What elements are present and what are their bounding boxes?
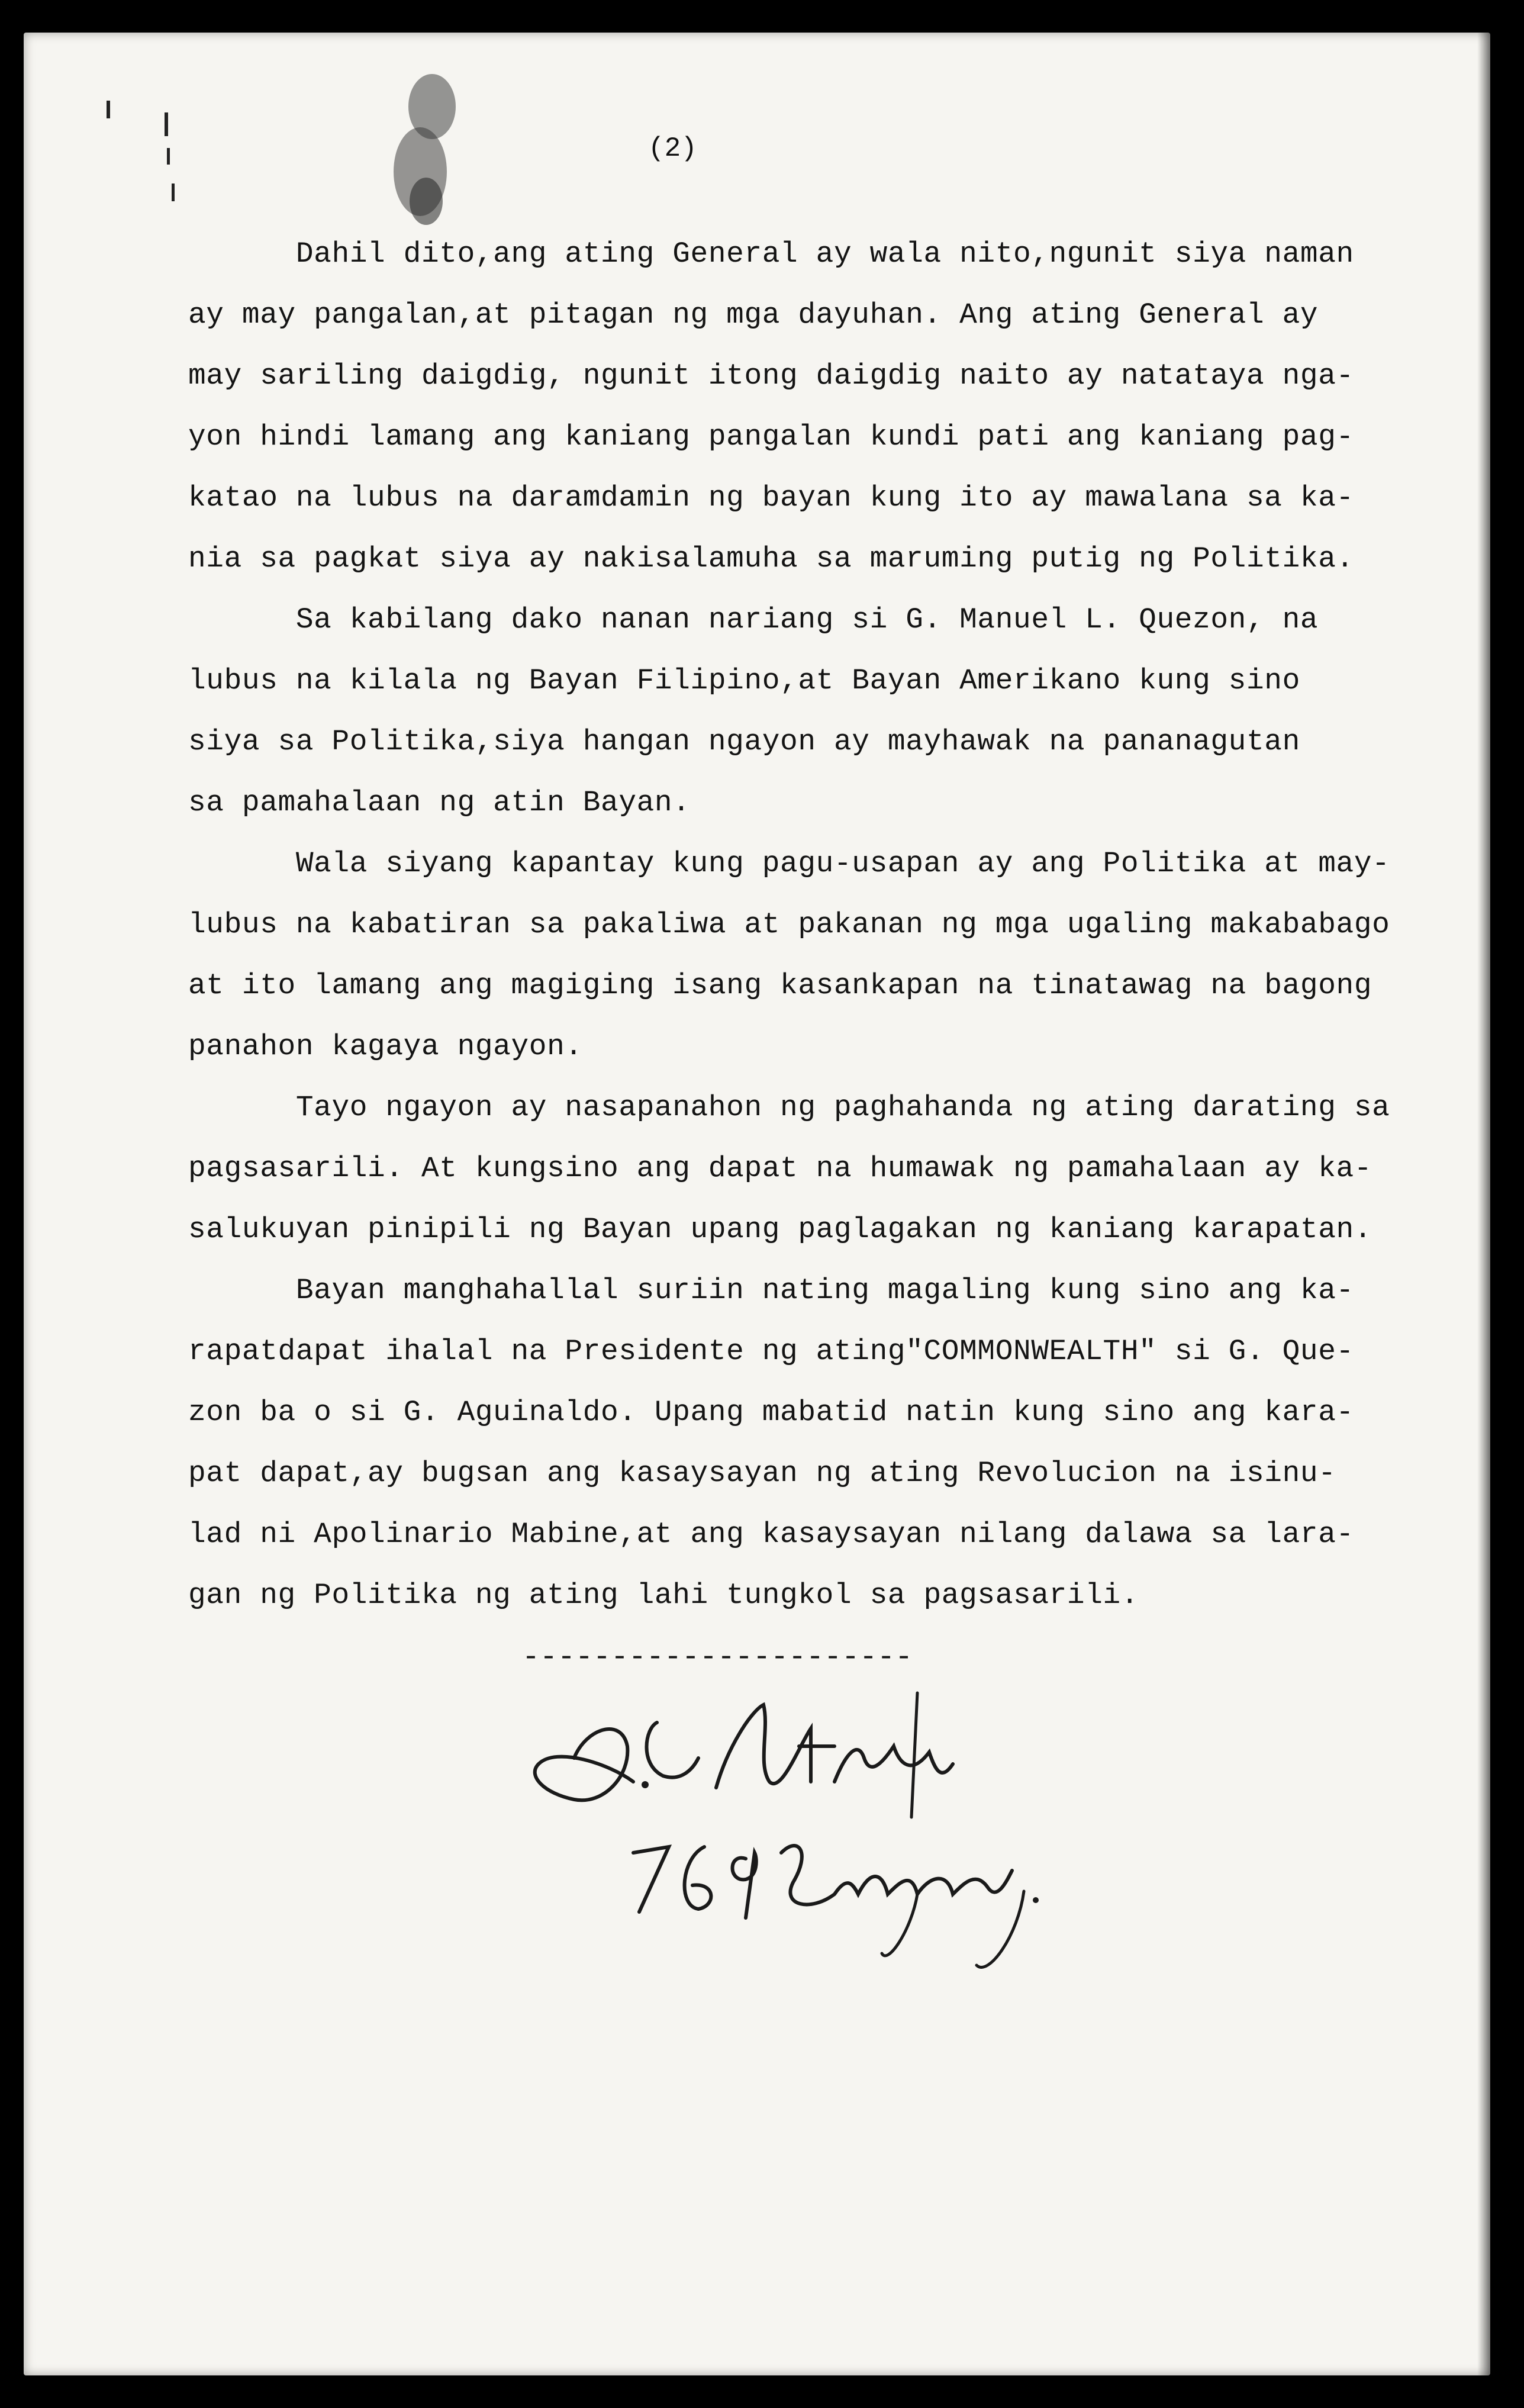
body-line: lubus na kilala ng Bayan Filipino,at Bayan Amerikano kung sino <box>188 664 1300 697</box>
page-number: (2) <box>648 133 697 164</box>
body-line: Dahil dito,ang ating General ay wala nito,ngunit siya naman <box>188 237 1354 271</box>
body-line: yon hindi lamang ang kaniang pangalan kundi pati ang kaniang pag- <box>188 420 1354 453</box>
body-line: Sa kabilang dako nanan nariang si G. Manuel L. Quezon, na <box>188 603 1319 636</box>
page-edge-shadow <box>1477 33 1490 2375</box>
body-line: rapatdapat ihalal na Presidente ng ating"COMMONWEALTH" si G. Que- <box>188 1335 1354 1368</box>
punch-hole-marks <box>89 65 219 219</box>
body-line: zon ba o si G. Aguinaldo. Upang mabatid natin kung sino ang kara- <box>188 1396 1354 1429</box>
body-line: ay may pangalan,at pitagan ng mga dayuhan. Ang ating General ay <box>188 298 1319 331</box>
body-line: pat dapat,ay bugsan ang kasaysayan ng ating Revolucion na isinu- <box>188 1457 1336 1490</box>
ink-smudge <box>385 65 473 237</box>
body-line: gan ng Politika ng ating lahi tungkol sa pagsasarili. <box>188 1579 1139 1612</box>
signature-rule: ---------------------- <box>522 1641 913 1675</box>
body-line: at ito lamang ang magiging isang kasankapan na tinatawag na bagong <box>188 969 1372 1002</box>
body-line: lad ni Apolinario Mabine,at ang kasaysayan nilang dalawa sa lara- <box>188 1518 1354 1551</box>
body-line: lubus na kabatiran sa pakaliwa at pakanan ng mga ugaling makababago <box>188 908 1390 941</box>
body-line: Tayo ngayon ay nasapanahon ng paghahanda ng ating darating sa <box>188 1091 1390 1124</box>
body-line: nia sa pagkat siya ay nakisalamuha sa maruming putig ng Politika. <box>188 542 1354 575</box>
handwritten-signature <box>503 1657 1083 1989</box>
body-line: katao na lubus na daramdamin ng bayan kung ito ay mawalana sa ka- <box>188 481 1354 514</box>
body-line: pagsasarili. At kungsino ang dapat na humawak ng pamahalaan ay ka- <box>188 1152 1372 1185</box>
body-line: sa pamahalaan ng atin Bayan. <box>188 786 691 819</box>
body-line: Bayan manghahallal suriin nating magaling kung sino ang ka- <box>188 1274 1354 1307</box>
body-line: panahon kagaya ngayon. <box>188 1030 583 1063</box>
body-line: siya sa Politika,siya hangan ngayon ay mayhawak na pananagutan <box>188 725 1300 758</box>
letter-body <box>188 224 1407 1626</box>
body-line: salukuyan pinipili ng Bayan upang paglagakan ng kaniang karapatan. <box>188 1213 1372 1246</box>
body-line: may sariling daigdig, ngunit itong daigdig naito ay natataya nga- <box>188 359 1354 392</box>
body-line: Wala siyang kapantay kung pagu-usapan ay ang Politika at may- <box>188 847 1390 880</box>
